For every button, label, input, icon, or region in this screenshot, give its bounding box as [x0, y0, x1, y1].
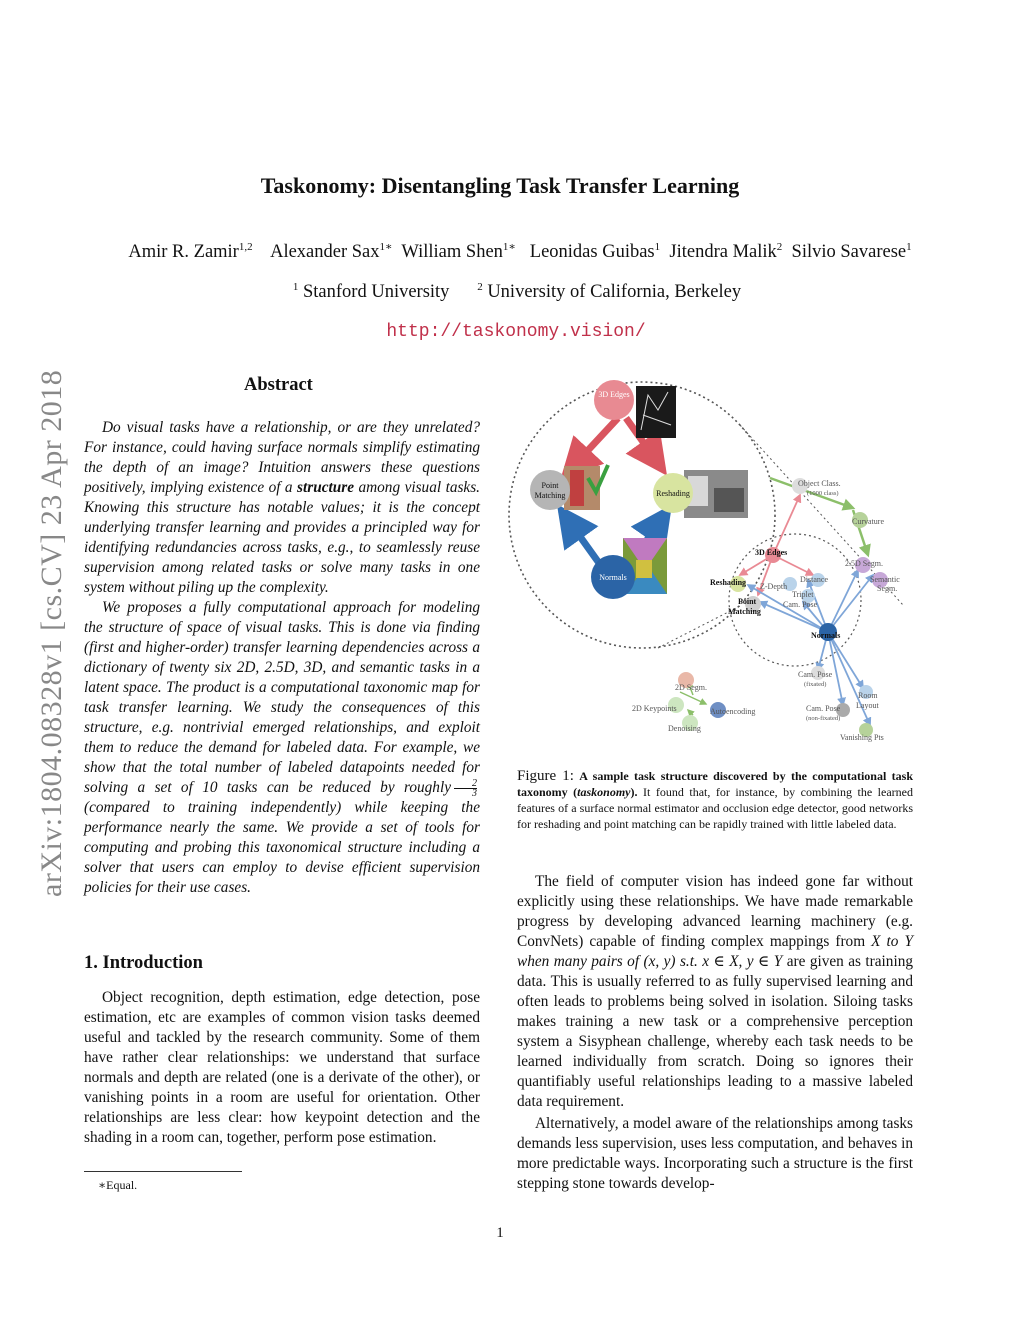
section-heading-introduction: 1. Introduction	[84, 953, 203, 973]
svg-text:Cam. Pose: Cam. Pose	[798, 670, 833, 679]
svg-text:Object Class.: Object Class.	[798, 479, 841, 488]
taxonomy-figure	[508, 370, 928, 762]
svg-text:3D Edges: 3D Edges	[755, 548, 788, 557]
abstract-paragraph-2: We proposes a fully computational approach for modeling the structure of space of visual tasks. This is done via finding (first and higher-order) transfer learning dependencies across a dictionary of twenty six 2D, 2.5D, 3D, and semantic tasks in a latent space. The product is a computational taxonomic map for task transfer learning. We study the consequences of this structure, e.g. nontrivial emerged relationships, and exploit them to reduce the demand for labeled data. For example, we show that the total number of labeled datapoints needed for solving a set of 10 tasks can be reduced by roughly $\frac{2}{3}$ (compared to training independently) while keeping the performance nearly the same. We provide a set of tools for computing and probing this taxonomical structure including a solver that users can employ to devise efficient supervision policies for their use cases.	[84, 599, 480, 896]
footnote-rule	[84, 1171, 242, 1172]
svg-text:Cam. Pose: Cam. Pose	[806, 704, 841, 713]
svg-text:2D Keypoints: 2D Keypoints	[632, 704, 677, 713]
node-point-matching-large	[530, 470, 570, 510]
svg-text:(1000 class): (1000 class)	[807, 490, 839, 497]
author-4: Leonidas Guibas$^1$	[529, 241, 661, 263]
arxiv-stamp: arXiv:1804.08328v1 [cs.CV] 23 Apr 2018	[35, 369, 68, 897]
svg-text:Room: Room	[858, 691, 878, 700]
footnote: ∗Equal.	[98, 1178, 138, 1192]
svg-text:2.5D Segm.: 2.5D Segm.	[845, 559, 883, 568]
svg-text:Normals: Normals	[811, 631, 841, 640]
right-column-body	[517, 872, 913, 1194]
svg-text:Reshading: Reshading	[710, 578, 747, 587]
svg-text:Semantic: Semantic	[870, 575, 900, 584]
figure-caption: Figure 1: A sample task structure discovered by the computational task taxonomy (taskonomy). It found that, for instance, by combining the learned features of a surface normal estimator and occlusion edge detector, good networks for reshading and point matching can be rapidly trained with little labeled data.	[517, 768, 913, 831]
abstract-body	[84, 418, 480, 898]
svg-text:Curvature: Curvature	[852, 517, 884, 526]
svg-text:Point: Point	[738, 597, 757, 606]
svg-text:Matching: Matching	[728, 607, 761, 616]
right-paragraph-2: Alternatively, a model aware of the relationships among tasks demands less supervision, uses less computation, and behaves in more predictable ways. Incorporating such a structure is the first stepping stone towards develop-	[517, 1115, 913, 1192]
page-number: 1	[496, 1225, 504, 1241]
svg-text:Vanishing Pts: Vanishing Pts	[840, 733, 884, 742]
author-3: William Shen$^{1∗}$	[401, 241, 516, 263]
svg-text:Z-Depth: Z-Depth	[760, 582, 788, 591]
author-1: Amir R. Zamir$^{1,2}$	[128, 241, 253, 263]
paper-title: Taskonomy: Disentangling Task Transfer Learning	[260, 173, 740, 198]
abstract-paragraph-1: Do visual tasks have a relationship, or are they unrelated? For instance, could having surface normals simplify estimating the depth of an image? Intuition answers these questions positively, implying existence of a structure among visual tasks. Knowing this structure has notable values; it is the concept underlying transfer learning and provides a principled way for identifying redundancies across tasks, e.g., to seamlessly reuse supervision among related tasks or solve many tasks in one system without piling up the complexity.	[84, 419, 480, 596]
svg-text:Triplet: Triplet	[792, 590, 814, 599]
author-5: Jitendra Malik$^2$	[669, 241, 783, 263]
author-6: Silvio Savarese$^1$	[791, 241, 912, 263]
arrow-normals-to-pointmatching	[561, 510, 604, 570]
svg-text:Reshading: Reshading	[656, 489, 690, 498]
edges-thumbnail	[636, 386, 676, 438]
svg-text:Layout: Layout	[856, 701, 879, 710]
svg-text:2D Segm.: 2D Segm.	[675, 683, 707, 692]
svg-text:Point: Point	[541, 481, 559, 490]
svg-text:Denoising: Denoising	[668, 724, 701, 733]
svg-text:3D Edges: 3D Edges	[598, 390, 630, 399]
svg-text:Autoencoding: Autoencoding	[710, 707, 756, 716]
svg-text:Cam. Pose: Cam. Pose	[783, 600, 818, 609]
node-3d-edges-large	[594, 380, 634, 420]
author-list	[0, 240, 1024, 263]
svg-text:Matching: Matching	[534, 491, 566, 500]
author-2: Alexander Sax$^{1∗}$	[270, 241, 393, 263]
fraction: $\frac{2}{3}$	[454, 779, 477, 798]
right-paragraph-1: The field of computer vision has indeed gone far without explicitly using these relationships. We have made remarkable progress by developing advanced learning machinery (e.g. ConvNets) capable of finding complex mappings from X to Y when many pairs of (x, y) s.t. x ∈ X, y ∈ Y are given as training data. This is usually referred to as fully supervised learning and often leads to problems being solved in isolation. Siloing tasks makes training a new task or a comprehensive perception system a Sisyphean challenge, whereby each task needs to be learned individually from scratch. Doing so ignores their quantifiably useful relationships leading to a massive labeled data requirement.	[517, 873, 914, 1110]
affiliations: $^1$ Stanford University $^2$ University of California, Berkeley	[292, 281, 742, 303]
abstract-heading: Abstract	[244, 375, 313, 395]
svg-text:(fixated): (fixated)	[804, 681, 827, 688]
intro-body	[84, 988, 480, 1148]
project-url[interactable]: http://taskonomy.vision/	[386, 322, 646, 342]
svg-text:(non-fixated): (non-fixated)	[806, 715, 841, 722]
svg-text:Distance: Distance	[800, 575, 828, 584]
svg-text:Segm.: Segm.	[877, 584, 898, 593]
svg-text:Normals: Normals	[599, 573, 627, 582]
intro-paragraph-1: Object recognition, depth estimation, edge detection, pose estimation, etc are examples of common vision tasks deemed useful and tackled by the research community. Some of them have rather clear relationships: we understand that surface normals and depth are related (one is a derivate of the other), or vanishing points in a room are useful for orientation. Other relationships are less clear: how keypoint detection and the shading in a room can, together, perform pose estimation.	[84, 989, 480, 1146]
